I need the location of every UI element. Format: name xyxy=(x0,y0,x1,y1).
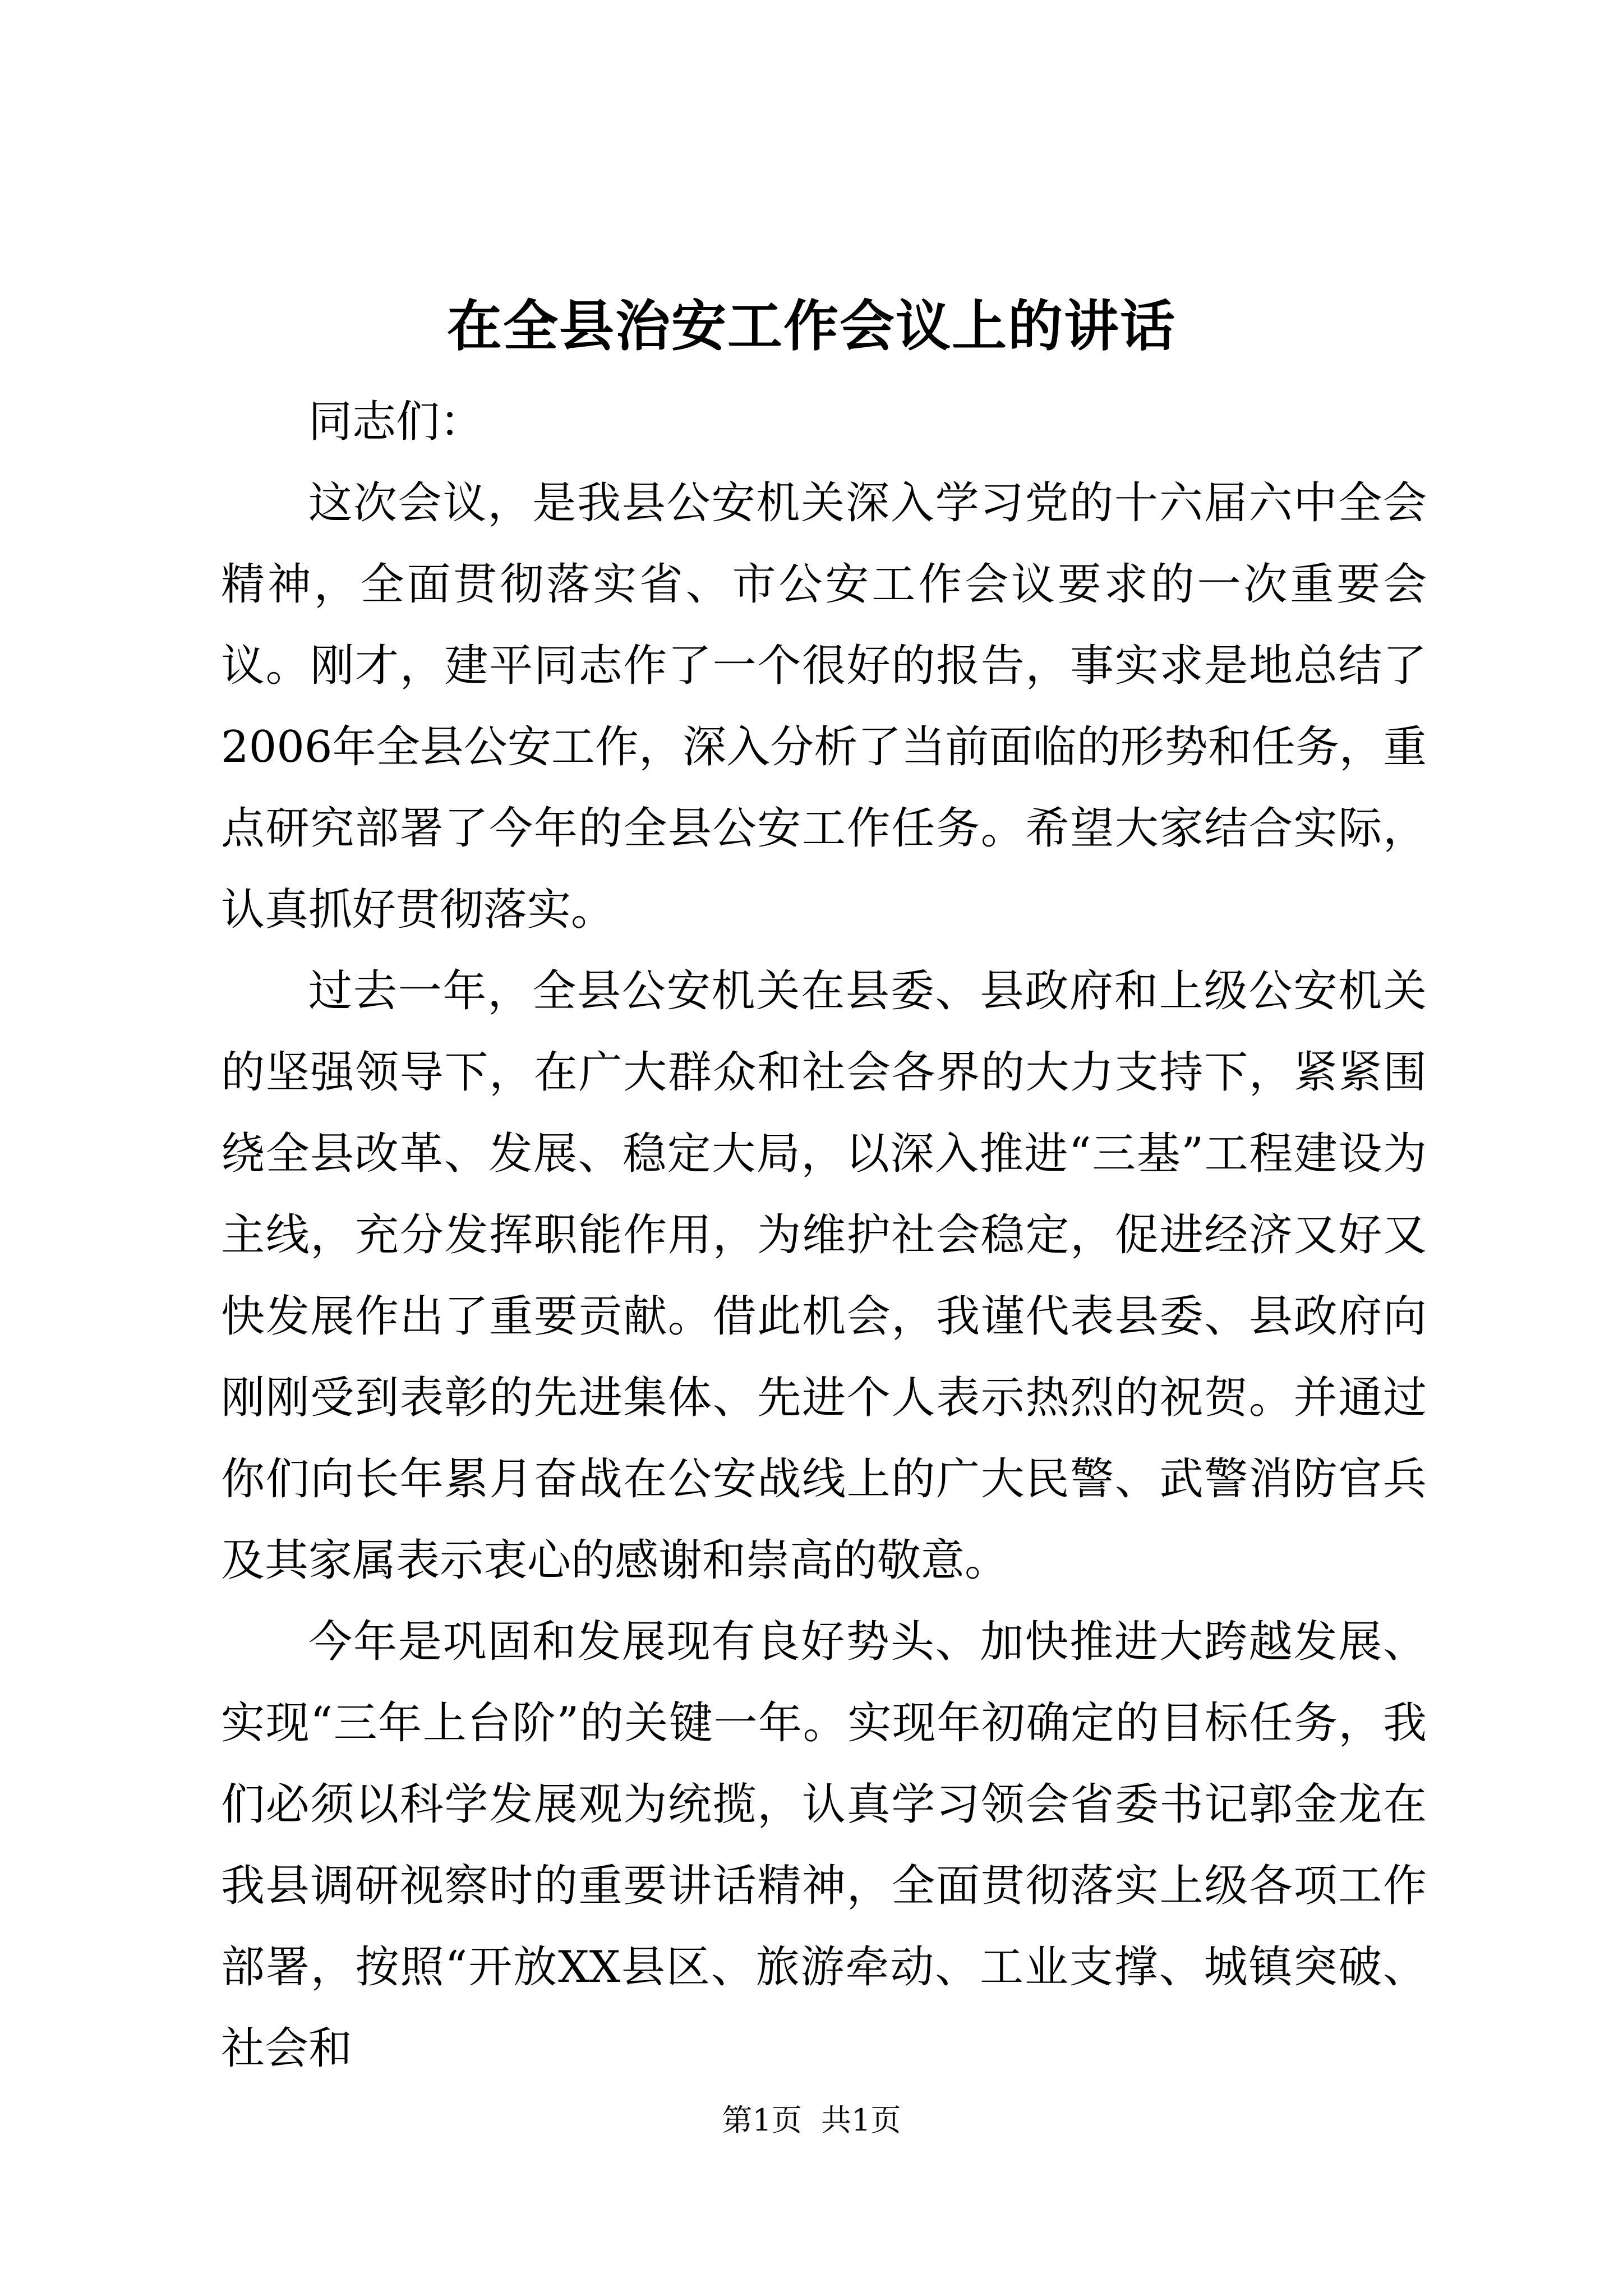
salutation: 同志们： xyxy=(308,397,484,447)
page-number: 第1页 xyxy=(722,2102,802,2138)
document-title: 在全县治安工作会议上的讲话 xyxy=(446,294,1176,358)
document-body xyxy=(221,381,1427,2090)
page-footer xyxy=(0,2101,1623,2140)
paragraph-3: 今年是巩固和发展现有良好势头、加快推进大跨越发展、实现“三年上台阶”的关键一年。实现年初确定的目标任务，我们必须以科学发展观为统揽，认真学习领会省委书记郭金龙在我县调研视察时的重要讲话精神，全面贯彻落实上级各项工作部署，按照“开放XX县区、旅游牵动、工业支撑、城镇突破、社会和 xyxy=(221,1617,1427,2074)
footer-spacer xyxy=(802,2102,821,2138)
page-total: 共1页 xyxy=(821,2102,901,2138)
paragraph-1: 这次会议，是我县公安机关深入学习党的十六届六中全会精神，全面贯彻落实省、市公安工作会议要求的一次重要会议。刚才，建平同志作了一个很好的报告，事实求是地总结了2006年全县公安工作，深入分析了当前面临的形势和任务，重点研究部署了今年的全县公安工作任务。希望大家结合实际，认真抓好贯彻落实。 xyxy=(221,478,1427,935)
paragraph-2: 过去一年，全县公安机关在县委、县政府和上级公安机关的坚强领导下，在广大群众和社会各界的大力支持下，紧紧围绕全县改革、发展、稳定大局，以深入推进“三基”工程建设为主线，充分发挥职能作用，为维护社会稳定，促进经济又好又快发展作出了重要贡献。借此机会，我谨代表县委、县政府向刚刚受到表彰的先进集体、先进个人表示热烈的祝贺。并通过你们向长年累月奋战在公安战线上的广大民警、武警消防官兵及其家属表示衷心的感谢和崇高的敬意。 xyxy=(221,966,1427,1586)
